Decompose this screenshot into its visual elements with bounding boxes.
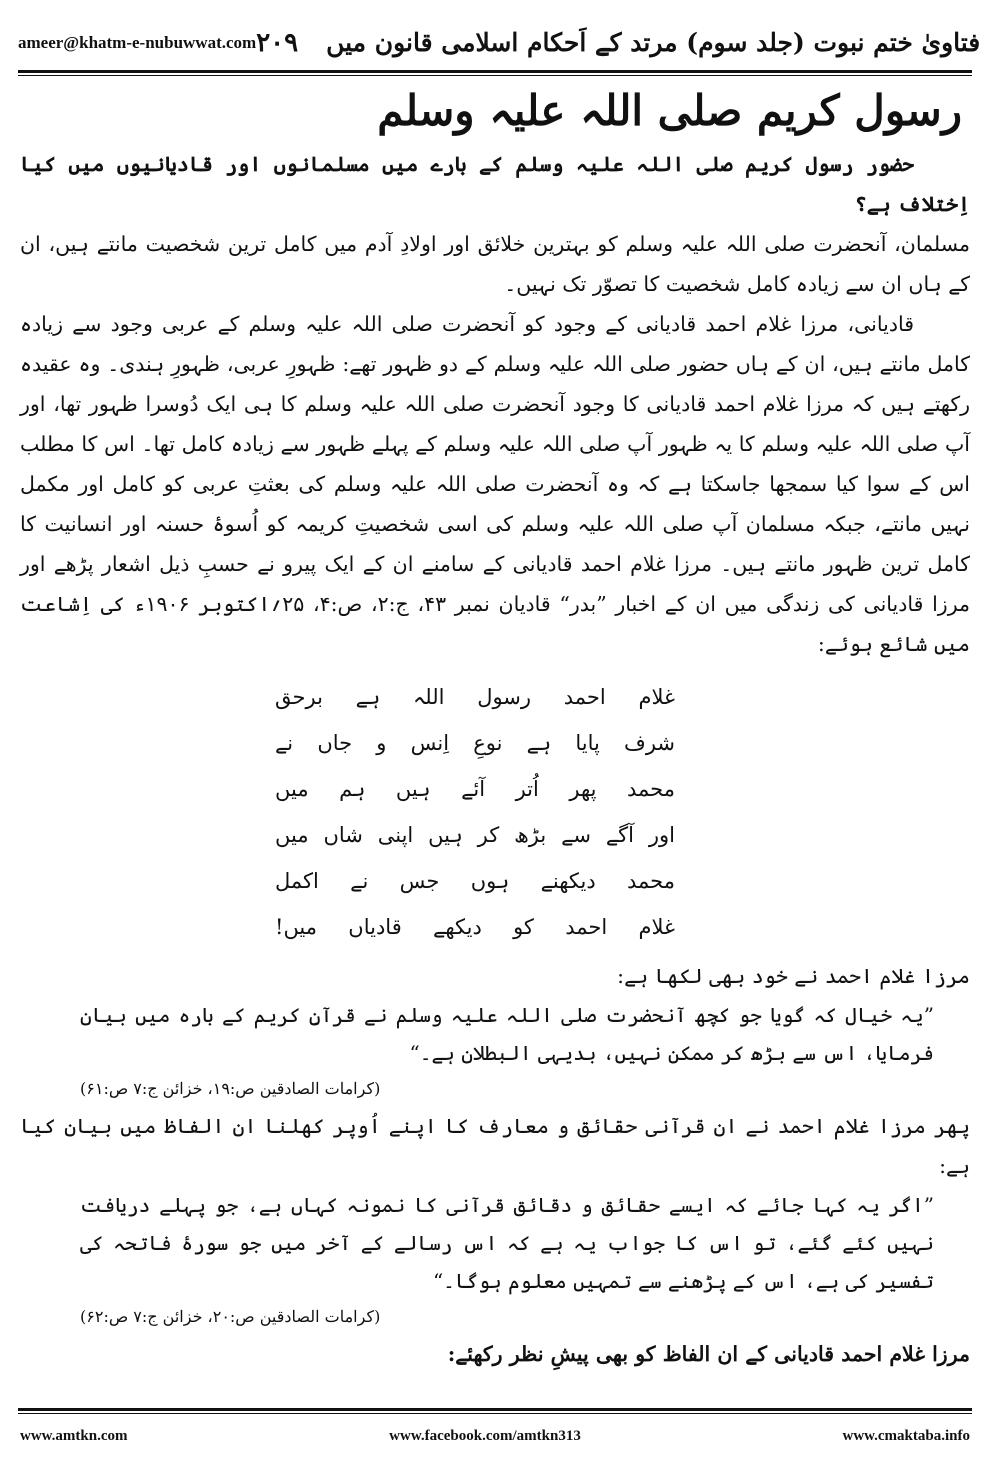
header-title-group (256, 28, 980, 58)
footer-rule (18, 1408, 972, 1411)
page-footer (20, 1424, 970, 1448)
poem-line: محمد پھر اُتر آئے ہیں ہم میں (275, 777, 675, 801)
paragraph-qadiani-view: قادیانی، مرزا غلام احمد قادیانی کے وجود کو آنحضرت صلی اللہ علیہ وسلم کے عربی وجود سے زیادہ کامل مانتے ہیں، ان کے ہاں حضور صلی اللہ علیہ وسلم کے دو ظہور تھے: ظہورِ عربی، ظہورِ ہندی۔ وہ عقیدہ رکھتے ہیں کہ مرزا غلام احمد قادیانی کا وجود آنحضرت صلی اللہ علیہ وسلم کا ہی ایک دُوسرا ظہور تھا، اور آپ صلی اللہ علیہ وسلم کا یہ ظہور آپ صلی اللہ علیہ وسلم کے پہلے ظہور سے زیادہ کامل تھا۔ اس کا مطلب اس کے سوا کیا سمجھا جاسکتا ہے کہ وہ آنحضرت صلی اللہ علیہ وسلم کی بعثتِ عربی کو کامل اور مکمل نہیں مانتے، جبکہ مسلمان آپ صلی اللہ علیہ وسلم کی اسی شخصیتِ کریمہ کو اُسوۂ حسنہ اور انسانیت کا کامل ترین ظہور مانتے ہیں۔ مرزا غلام احمد قادیانی کے سامنے ان کے ایک پیرو نے حسبِ ذیل اشعار پڑھے اور مرزا قادیانی کی زندگی میں ان کے اخبار ”بدر“ قادیان نمبر ۴۳، ج:۲، ص:۴، ۲۵؍اکتوبر ۱۹۰۶ء کی اِشاعت میں شائع ہوئے: (20, 312, 970, 656)
footer-link-facebook[interactable]: www.facebook.com/amtkn313 (389, 1427, 581, 1444)
closing-paragraph: مرزا غلام احمد قادیانی کے ان الفاظ کو بھی پیشِ نظر رکھئے: (447, 1342, 970, 1366)
poem-block (20, 674, 970, 950)
poem-line: محمد دیکھنے ہوں جس نے اکمل (275, 869, 675, 893)
paragraph-muslim-view: مسلمان، آنحضرت صلی اللہ علیہ وسلم کو بہترین خلائق اور اولادِ آدم میں کامل ترین شخصیت مانتے ہیں، ان کے ہاں ان سے زیادہ کامل شخصیت کا تصوّر تک نہیں۔ (20, 232, 970, 296)
quote1-intro: مرزا غلام احمد نے خود بھی لکھا ہے: (617, 964, 970, 988)
page-header (18, 22, 981, 64)
quote2-reference-row (20, 1300, 970, 1334)
footer-rule-thin (18, 1413, 972, 1414)
book-title: فتاویٰ ختم نبوت (جلد سوم) مرتد کے اَحکام اسلامی قانون میں (326, 28, 981, 57)
header-rule (18, 70, 972, 73)
poem-line: شرف پایا ہے نوعِ اِنس و جاں نے (275, 731, 675, 755)
quote1-reference: (کرامات الصادقین ص:۱۹، خزائن ج:۷ ص:۶۱) (80, 1079, 381, 1098)
question-paragraph: حضور رسول کریم صلی اللہ علیہ وسلم کے بارے میں مسلمانوں اور قادیانیوں میں کیا اِختلاف ہے؟ (20, 152, 970, 216)
header-rule-thin (18, 75, 972, 76)
section-title: رسول کریم صلی اللہ علیہ وسلم (377, 86, 962, 135)
footer-link-cmaktaba[interactable]: www.cmaktaba.info (842, 1427, 970, 1444)
footer-link-amtkn[interactable]: www.amtkn.com (20, 1427, 128, 1444)
quote1-text: ”یہ خیال کہ گویا جو کچھ آنحضرت صلی اللہ علیہ وسلم نے قرآنِ کریم کے بارہ میں بیان فرمایا، اس سے بڑھ کر ممکن نہیں، بدیہی البطلان ہے۔“ (80, 1003, 934, 1065)
header-email[interactable]: ameer@khatm-e-nubuwwat.com (18, 33, 257, 52)
quote1-reference-row (20, 1072, 970, 1106)
quote2-intro: پھر مرزا غلام احمد نے ان قرآنی حقائق و معارف کا اپنے اُوپر کھلنا ان الفاظ میں بیان کیا ہے: (20, 1114, 970, 1178)
quote2-text: ”اگر یہ کہا جائے کہ ایسے حقائق و دقائق قرآنی کا نمونہ کہاں ہے، جو پہلے دریافت نہیں کئے گئے، تو اس کا جواب یہ ہے کہ اس رسالے کے آخر میں جو سورۂ فاتحہ کی تفسیر کی ہے، اس کے پڑھنے سے تمہیں معلوم ہوگا۔“ (80, 1193, 934, 1293)
poem-line: غلام احمد رسول اللہ ہے برحق (275, 685, 675, 709)
page-number: ۲۰۹ (256, 28, 299, 58)
poem-line: اور آگے سے بڑھ کر ہیں اپنی شاں میں (275, 823, 675, 847)
quote2-reference: (کرامات الصادقین ص:۲۰، خزائن ج:۷ ص:۶۲) (80, 1307, 381, 1326)
page-body (20, 82, 970, 1404)
poem-line: غلام احمد کو دیکھے قادیاں میں! (275, 915, 675, 939)
